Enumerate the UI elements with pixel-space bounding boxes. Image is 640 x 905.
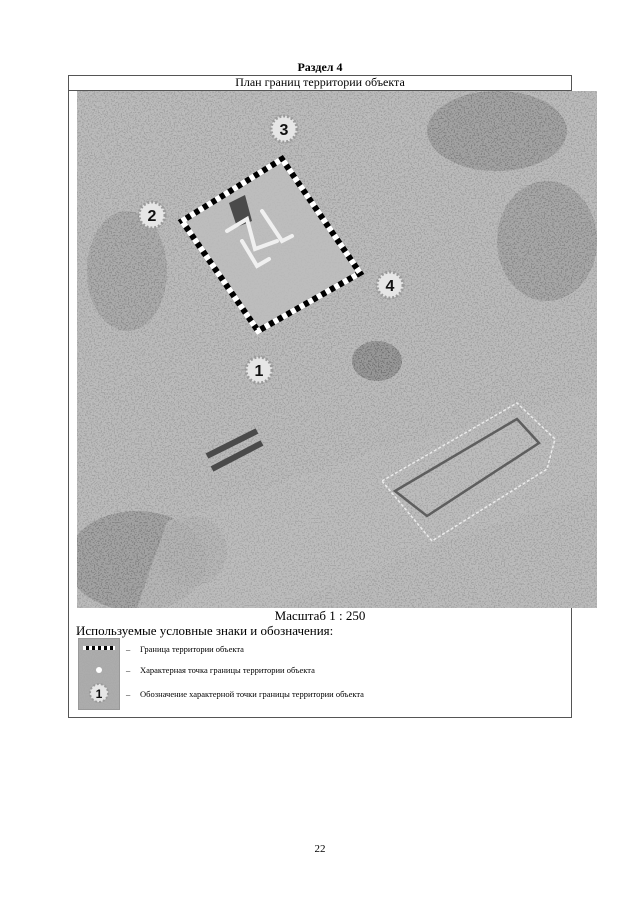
legend-item-boundary: – Граница территории объекта: [126, 644, 244, 654]
legend-title: Используемые условные знаки и обозначения:: [76, 623, 334, 638]
point-label-marker-icon: [90, 684, 108, 702]
aerial-map: [77, 91, 597, 608]
legend-item-label: Граница территории объекта: [140, 644, 244, 654]
boundary-point-icon: [96, 667, 102, 673]
legend-symbols: [78, 638, 120, 710]
aerial-photo: [77, 91, 597, 608]
point-marker-2: [139, 202, 165, 228]
plan-title: План границ территории объекта: [68, 75, 572, 91]
legend-item-label: Характерная точка границы территории объекта: [140, 665, 315, 675]
point-label-3: 3: [279, 122, 289, 139]
legend-item-point: – Характерная точка границы территории объекта: [126, 665, 315, 675]
map-scale: Масштаб 1 : 250: [274, 608, 366, 623]
point-label-1: 1: [254, 363, 264, 380]
point-label-2: 2: [147, 208, 157, 225]
legend-item-label: Обозначение характерной точки границы территории объекта: [140, 689, 364, 699]
point-label-4: 4: [385, 278, 395, 295]
legend-item-point-label: – Обозначение характерной точки границы территории объекта: [126, 689, 364, 699]
page-number: 22: [314, 843, 326, 855]
point-marker-3: [271, 116, 297, 142]
svg-text:1: 1: [95, 687, 103, 701]
section-title: Раздел 4: [297, 60, 343, 74]
point-marker-4: [377, 272, 403, 298]
point-marker-1: [246, 357, 272, 383]
